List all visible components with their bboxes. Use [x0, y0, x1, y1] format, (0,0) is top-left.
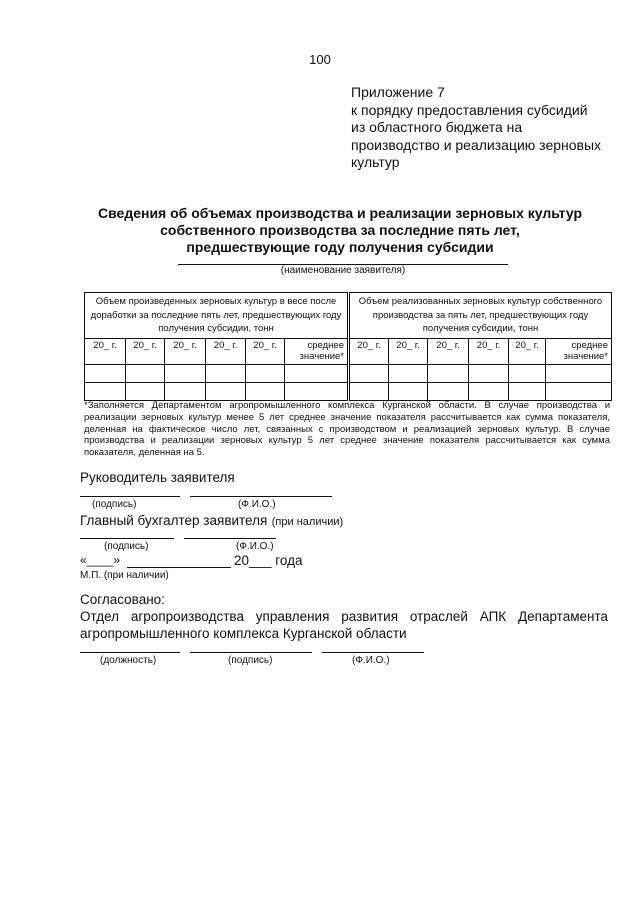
title-line: предшествующие году получения субсидии	[186, 239, 494, 255]
head-label: Руководитель заявителя	[80, 470, 235, 485]
table-cell[interactable]	[389, 382, 428, 400]
date-day[interactable]: «____»	[80, 553, 121, 567]
head-signature-line[interactable]	[80, 496, 180, 497]
table-cell[interactable]	[509, 382, 546, 400]
year-cell: 20_ г.	[206, 338, 246, 364]
header-produced: Объем произведенных зерновых культур в весе после доработки за последние пять лет, предшествующих году получения субсидии, тонн	[85, 293, 349, 339]
approval-signature-line[interactable]	[190, 652, 312, 653]
table-cell[interactable]	[546, 364, 612, 382]
table-cell[interactable]	[349, 364, 389, 382]
accountant-signature-line[interactable]	[80, 538, 174, 539]
table-cell[interactable]	[206, 364, 246, 382]
average-cell: среднее значение*	[546, 338, 612, 364]
table-cell[interactable]	[126, 364, 165, 382]
head-fio-line[interactable]	[190, 496, 332, 497]
head-signature-caption: (подпись)	[92, 499, 137, 510]
appendix-line: производство и реализацию зерновых	[351, 136, 602, 153]
appendix-line: к порядку предоставления субсидий	[351, 101, 588, 118]
appendix-title: Приложение 7	[351, 84, 445, 100]
title-line: собственного производства за последние пять лет,	[160, 222, 520, 238]
table-cell[interactable]	[428, 364, 469, 382]
table-row	[85, 382, 612, 400]
stamp-note: М.П. (при наличии)	[80, 570, 169, 581]
year-cell: 20_ г.	[349, 338, 389, 364]
approval-fio-line[interactable]	[322, 652, 424, 653]
appendix-line: культур	[351, 154, 400, 170]
table-cell[interactable]	[85, 364, 126, 382]
title-line: Сведения об объемах производства и реализации зерновых культур	[98, 205, 582, 221]
table-cell[interactable]	[389, 364, 428, 382]
table-cell[interactable]	[85, 382, 126, 400]
table-row	[85, 364, 612, 382]
year-cell: 20_ г.	[389, 338, 428, 364]
approval-position-caption: (должность)	[100, 655, 157, 666]
approval-fio-caption: (Ф.И.О.)	[352, 655, 390, 666]
appendix-line: из областного бюджета на	[351, 119, 523, 135]
year-cell: 20_ г.	[85, 338, 126, 364]
table-cell[interactable]	[349, 382, 389, 400]
date-year[interactable]: 20___ года	[234, 553, 303, 568]
table-cell[interactable]	[469, 382, 509, 400]
approval-signature-caption: (подпись)	[228, 655, 273, 666]
accountant-note: (при наличии)	[271, 516, 344, 528]
table-cell[interactable]	[246, 382, 285, 400]
table-cell[interactable]	[428, 382, 469, 400]
year-cell: 20_ г.	[246, 338, 285, 364]
year-cell: 20_ г.	[469, 338, 509, 364]
table-cell[interactable]	[469, 364, 509, 382]
accountant-signature-caption: (подпись)	[104, 541, 149, 552]
table-cell[interactable]	[285, 364, 349, 382]
footnote: *Заполняется Департаментом агропромышленного комплекса Курганской области. В случае производства и реализации зерновых культур менее 5 лет среднее значение показателя рассчитывается как сумма показателя, деленная на фактическое число лет, связанных с производством и реализацией зерновых культур. В случае производства и реализации зерновых культур 5 лет среднее значение показателя рассчитывается как сумма показателя, деленная на 5.	[84, 400, 610, 459]
year-cell: 20_ г.	[165, 338, 206, 364]
page-number: 100	[309, 52, 331, 67]
header-sold: Объем реализованных зерновых культур собственного производства за пять лет, предшествующих году получения субсидии, тонн	[349, 293, 612, 339]
table-cell[interactable]	[509, 364, 546, 382]
table-cell[interactable]	[285, 382, 349, 400]
approval-position-line[interactable]	[80, 652, 180, 653]
accountant-block	[80, 512, 343, 530]
year-cell: 20_ г.	[428, 338, 469, 364]
average-cell: среднее значение*	[285, 338, 349, 364]
appendix-block	[351, 84, 621, 172]
applicant-name-caption: (наименование заявителя)	[280, 265, 406, 276]
table-cell[interactable]	[165, 364, 206, 382]
approval-label: Согласовано:	[80, 592, 165, 607]
accountant-label: Главный бухгалтер заявителя	[80, 513, 268, 528]
table-cell[interactable]	[126, 382, 165, 400]
table-cell[interactable]	[206, 382, 246, 400]
approval-text: Отдел агропроизводства управления развития отраслей АПК Департамента агропромышленного комплекса Курганской области	[80, 609, 608, 641]
accountant-fio-caption: (Ф.И.О.)	[236, 541, 274, 552]
table-cell[interactable]	[546, 382, 612, 400]
document-title	[70, 205, 610, 256]
volumes-table	[84, 292, 612, 401]
year-cell: 20_ г.	[509, 338, 546, 364]
head-fio-caption: (Ф.И.О.)	[238, 499, 276, 510]
table-cell[interactable]	[246, 364, 285, 382]
table-cell[interactable]	[165, 382, 206, 400]
date-month-line[interactable]	[127, 567, 231, 568]
accountant-fio-line[interactable]	[184, 538, 276, 539]
year-cell: 20_ г.	[126, 338, 165, 364]
